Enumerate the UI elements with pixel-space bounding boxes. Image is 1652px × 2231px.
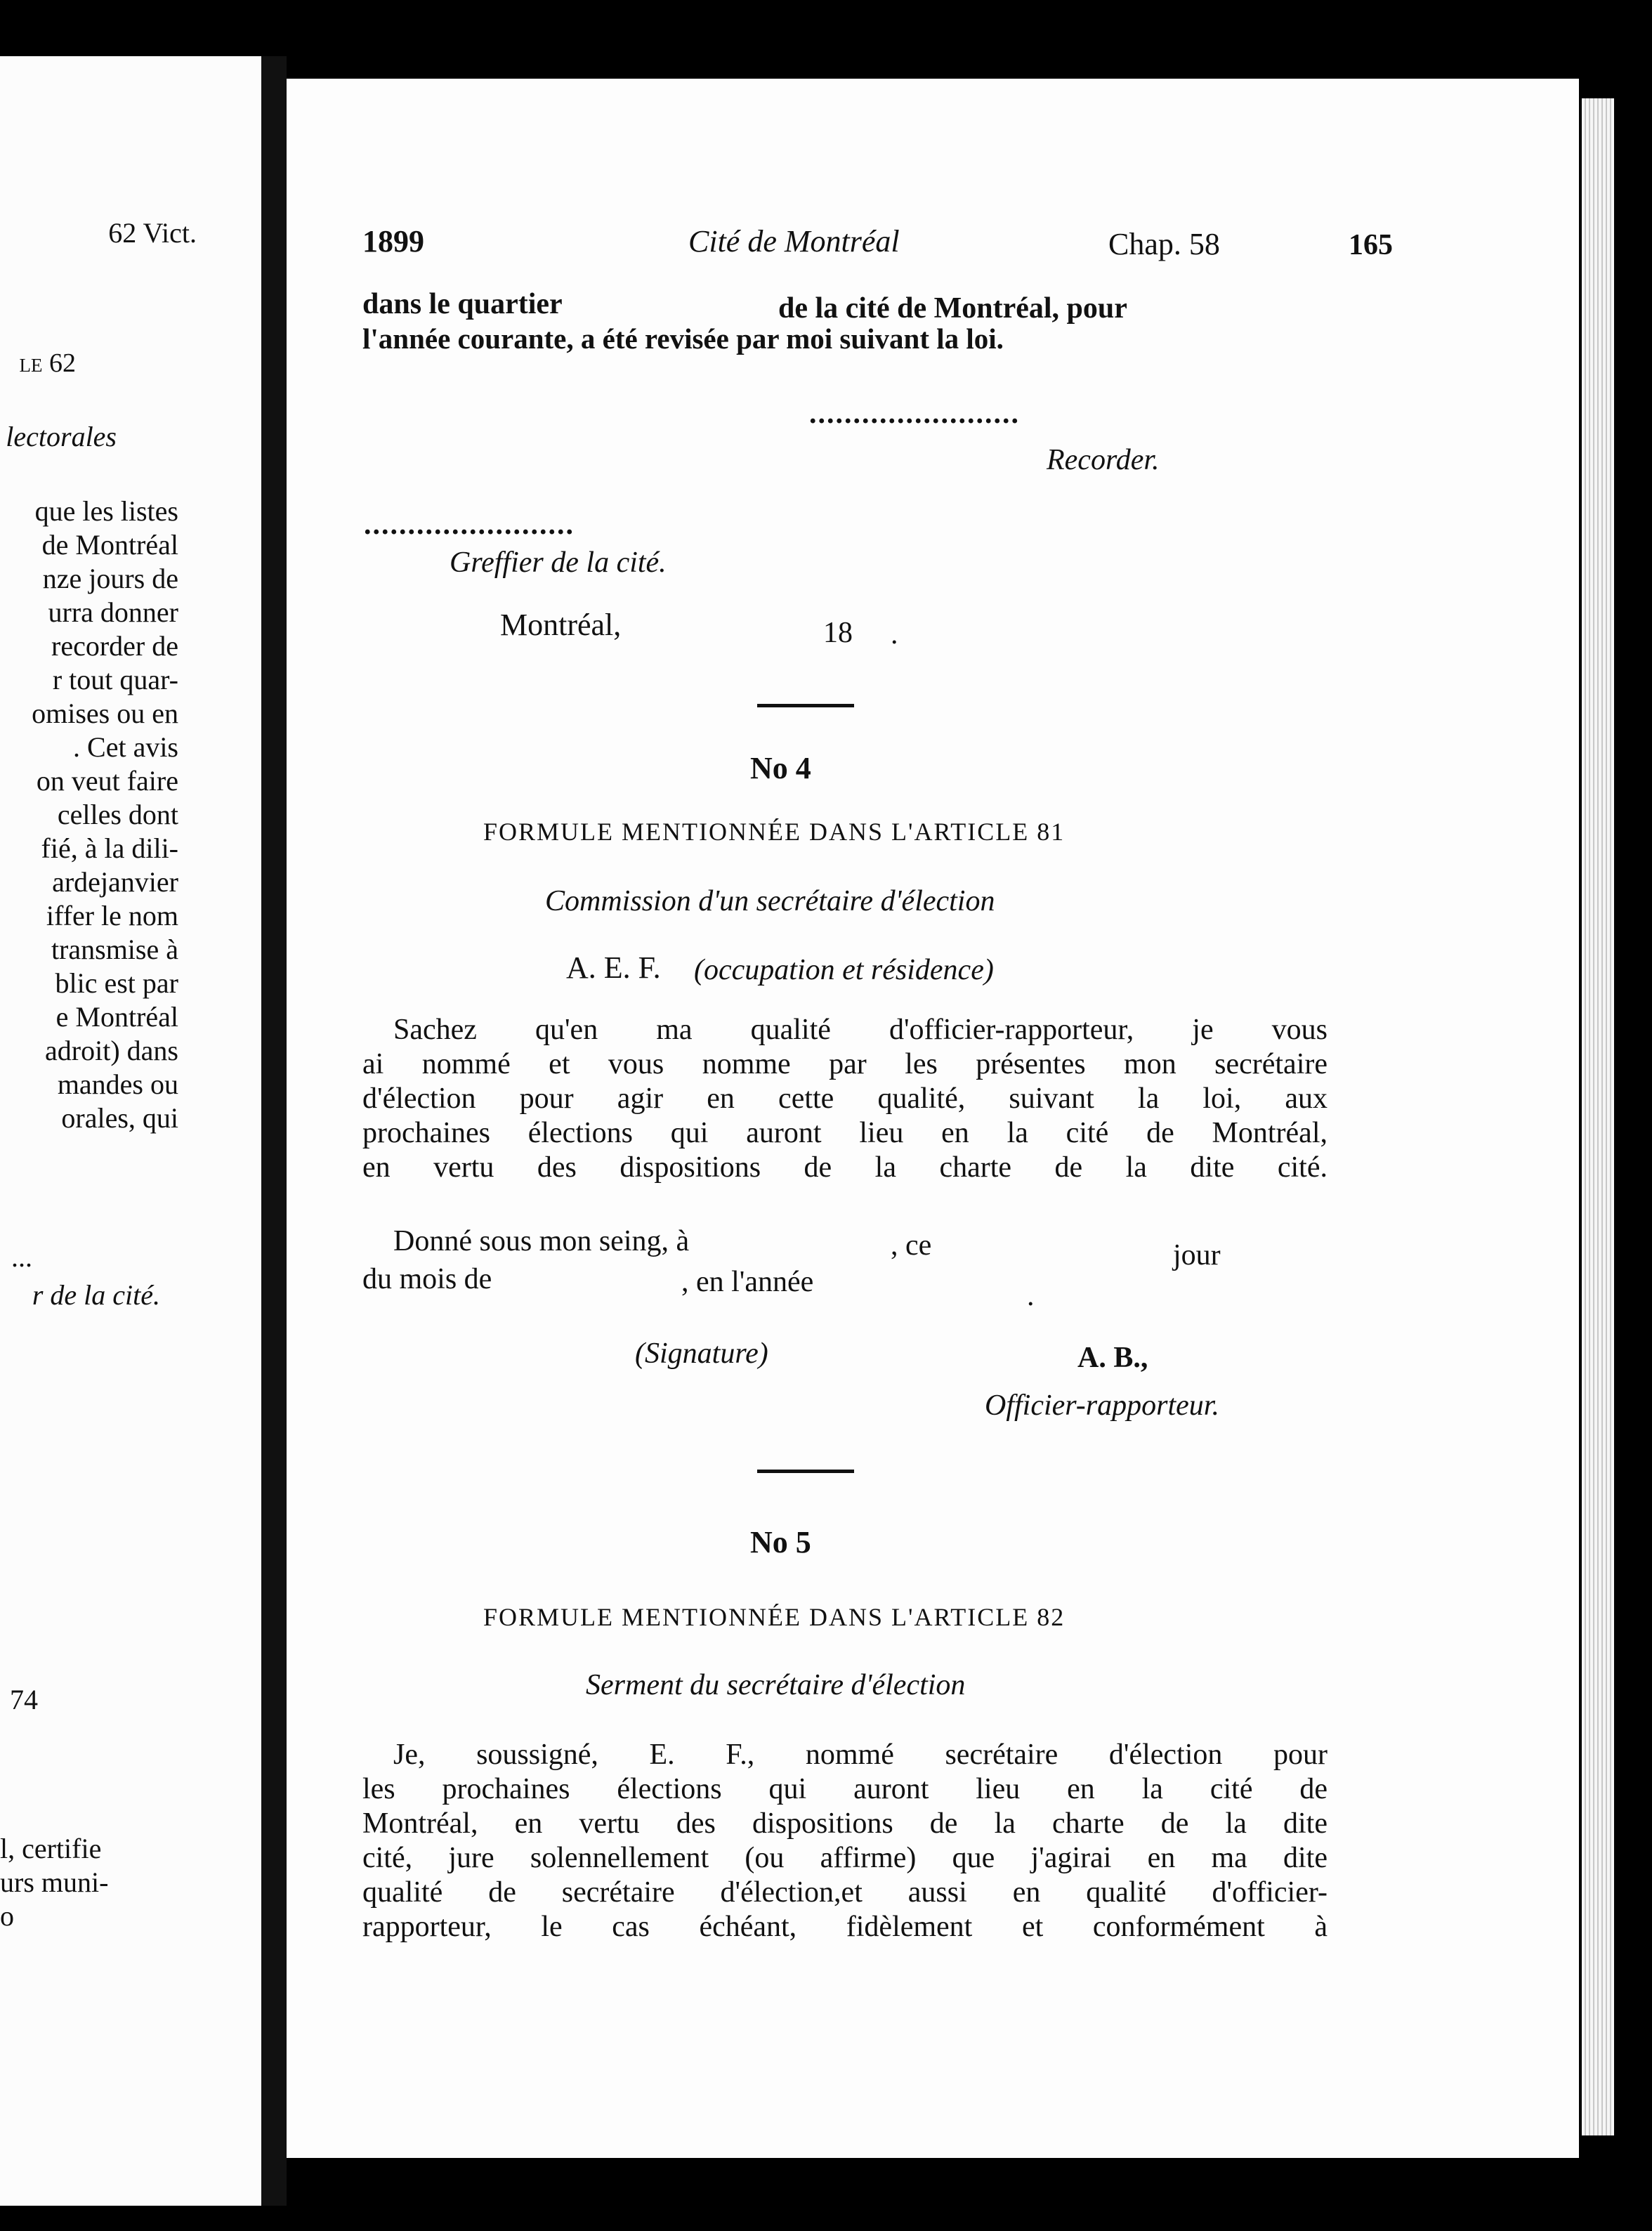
form4-signer: A. B.,	[1077, 1342, 1148, 1374]
left-text-line: r tout quar-	[52, 664, 178, 695]
left-page-fragment	[0, 56, 261, 2206]
form4-given2-a: du mois de	[362, 1263, 492, 1295]
date-year: 18	[823, 617, 853, 649]
form5-body-line: Montréal, en vertu des dispositions de la charte de la dite	[362, 1807, 1328, 1840]
form4-given-b: , ce	[891, 1229, 932, 1262]
form4-signature: (Signature)	[635, 1337, 768, 1370]
left-number: 74	[10, 1684, 38, 1715]
left-title-fragment: lectorales	[6, 421, 117, 452]
form4-number: No 4	[750, 751, 811, 785]
form5-body-line: qualité de secrétaire d'élection,et aussi en qualité d'officier-	[362, 1876, 1328, 1909]
place: Montréal,	[500, 608, 622, 642]
form4-body-line: d'élection pour agir en cette qualité, suivant la loi, aux	[362, 1082, 1328, 1115]
left-text-line: mandes ou	[57, 1068, 178, 1100]
left-text-line: que les listes	[34, 495, 178, 527]
form4-signer-title: Officier-rapporteur.	[985, 1389, 1219, 1422]
greffier-dots: ........................	[364, 509, 575, 541]
form4-addressee: A. E. F.	[566, 950, 661, 985]
form4-given-a: Donné sous mon seing, à	[393, 1225, 690, 1257]
form4-body-line: prochaines élections qui auront lieu en la cité de Montréal,	[362, 1117, 1328, 1149]
form4-heading: FORMULE MENTIONNÉE DANS L'ARTICLE 81	[483, 818, 1066, 846]
header-title: Cité de Montréal	[688, 224, 900, 259]
page-number: 165	[1349, 229, 1393, 261]
form5-number: No 5	[750, 1525, 811, 1559]
header-chapter: Chap. 58	[1108, 227, 1220, 261]
date-end: .	[891, 618, 898, 650]
left-chap-fragment: le 62	[19, 348, 76, 378]
top-line-2: l'année courante, a été revisée par moi suivant la loi.	[362, 322, 1004, 355]
left-text-line: e Montréal	[55, 1001, 178, 1033]
left-text-line: nze jours de	[42, 563, 178, 594]
form5-body-line: cité, jure solennellement (ou affirme) que j'agirai en ma dite	[362, 1842, 1328, 1874]
left-greffier-fragment: r de la cité.	[32, 1279, 160, 1311]
left-text-line: adroit) dans	[45, 1035, 178, 1066]
form5-body	[362, 1738, 1328, 1944]
greffier-label: Greffier de la cité.	[450, 547, 667, 579]
left-text-line: fié, à la dili-	[41, 832, 178, 864]
recorder-label: Recorder.	[1047, 444, 1160, 476]
recorder-dots: ........................	[809, 398, 1020, 430]
left-text-line: iffer le nom	[46, 900, 178, 931]
page	[287, 79, 1579, 2158]
form4-given-c: jour	[1173, 1239, 1221, 1271]
form4-body-line: Sachez qu'en ma qualité d'officier-rapporteur, je vous	[393, 1014, 1328, 1046]
left-text-line: recorder de	[51, 630, 178, 662]
form4-given2-end: .	[1027, 1280, 1035, 1312]
form5-heading: FORMULE MENTIONNÉE DANS L'ARTICLE 82	[483, 1603, 1066, 1631]
top-line-1a: dans le quartier	[362, 288, 563, 320]
form5-body-line: rapporteur, le cas échéant, fidèlement et conformément à	[362, 1911, 1328, 1943]
page-edges	[1582, 98, 1614, 2135]
left-text-line: blic est par	[55, 967, 178, 999]
left-text-line: transmise à	[51, 934, 178, 965]
left-text-line: on veut faire	[36, 765, 178, 797]
form4-subtitle: Commission d'un secrétaire d'élection	[545, 885, 995, 917]
left-text-line: celles dont	[57, 799, 178, 830]
form4-body	[362, 1013, 1328, 1185]
left-text-line: de Montréal	[41, 529, 178, 561]
left-text-line: ardejanvier	[52, 866, 178, 898]
left-bottom-line: o	[0, 1900, 14, 1932]
form4-addressee-detail: (occupation et résidence)	[694, 954, 994, 986]
divider-1	[757, 704, 854, 707]
left-text-line: omises ou en	[32, 698, 178, 729]
left-dots: ...	[11, 1241, 32, 1273]
divider-2	[757, 1470, 854, 1473]
left-text-line: urra donner	[48, 596, 178, 628]
form5-subtitle: Serment du secrétaire d'élection	[586, 1669, 966, 1701]
header-year: 1899	[362, 224, 424, 259]
form4-given2-b: , en l'année	[681, 1266, 814, 1298]
form5-body-line: les prochaines élections qui auront lieu en la cité de	[362, 1773, 1328, 1805]
form4-body-line: en vertu des dispositions de la charte de la dite cité.	[362, 1151, 1328, 1184]
book-gutter	[261, 56, 287, 2206]
form5-body-line: Je, soussigné, E. F., nommé secrétaire d'élection pour	[393, 1739, 1328, 1771]
left-bottom-line: l, certifie	[0, 1833, 102, 1864]
left-running-head: 62 Vict.	[108, 217, 197, 249]
left-text-line: . Cet avis	[73, 731, 178, 763]
form4-body-line: ai nommé et vous nomme par les présentes mon secrétaire	[362, 1048, 1328, 1080]
left-text-line: orales, qui	[61, 1102, 178, 1134]
left-bottom-line: urs muni-	[0, 1866, 109, 1898]
top-line-1b: de la cité de Montréal, pour	[778, 292, 1127, 325]
